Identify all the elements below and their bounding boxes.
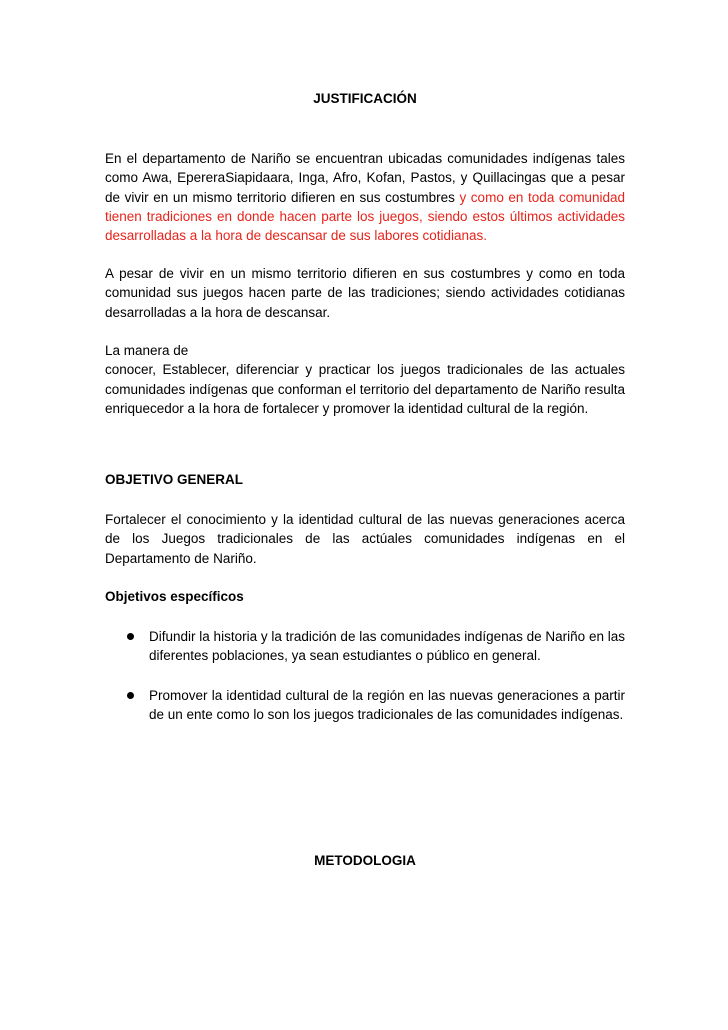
paragraph-1-highlighted-text: y como en toda comunidad tienen tradiciones en donde hacen parte los juegos, siendo estos últimos actividades desarrolladas a la hora de descansar de sus labores cotidianas. — [105, 189, 625, 244]
bullet-icon — [127, 633, 134, 640]
paragraph-3-body: conocer, Establecer, diferenciar y practicar los juegos tradicionales de las actuales comunidades indígenas que conforman el territorio del departamento de Nariño resulta enriquecedor a la hora de fortalecer y promover la identidad cultural de la región. — [105, 362, 625, 416]
list-item — [105, 686, 625, 725]
list-item-text: Difundir la historia y la tradición de las comunidades indígenas de Nariño en las diferentes poblaciones, ya sean estudiantes o público en general. — [149, 629, 625, 664]
metodologia-heading: METODOLOGIA — [314, 853, 416, 868]
list-item — [105, 627, 625, 666]
bullet-icon — [127, 692, 134, 699]
objetivos-especificos-list — [105, 627, 625, 744]
objetivo-general-text: Fortalecer el conocimiento y la identidad cultural de las nuevas generaciones acerca de los Juegos tradicionales de las actúales comunidades indígenas en el Departamento de Nariño. — [105, 512, 625, 566]
paragraph-1-text: En el departamento de Nariño se encuentran ubicadas comunidades indígenas tales como Awa, EpereraSiapidaara, Inga, Afro, Kofan, Pastos, y Quillacingas que a pesar de vivir en un mismo territorio difieren en sus costumbres — [105, 151, 625, 205]
list-item-text: Promover la identidad cultural de la región en las nuevas generaciones a partir de un ente como lo son los juegos tradicionales de las comunidades indígenas. — [149, 687, 625, 722]
paragraph-3-first-line: La manera de — [105, 343, 189, 358]
justificacion-paragraph-3 — [105, 341, 625, 418]
objetivos-especificos-heading: Objetivos específicos — [105, 589, 244, 604]
objetivo-general-heading: OBJETIVO GENERAL — [105, 472, 244, 487]
justificacion-paragraph-1 — [105, 149, 625, 245]
justificacion-paragraph-2: A pesar de vivir en un mismo territorio difieren en sus costumbres y como en toda comunidad sus juegos hacen parte de las tradiciones; siendo actividades cotidianas desarrolladas a la hora de descansar. — [105, 266, 625, 320]
document-page — [105, 0, 625, 1030]
justificacion-heading: JUSTIFICACIÓN — [313, 91, 417, 106]
